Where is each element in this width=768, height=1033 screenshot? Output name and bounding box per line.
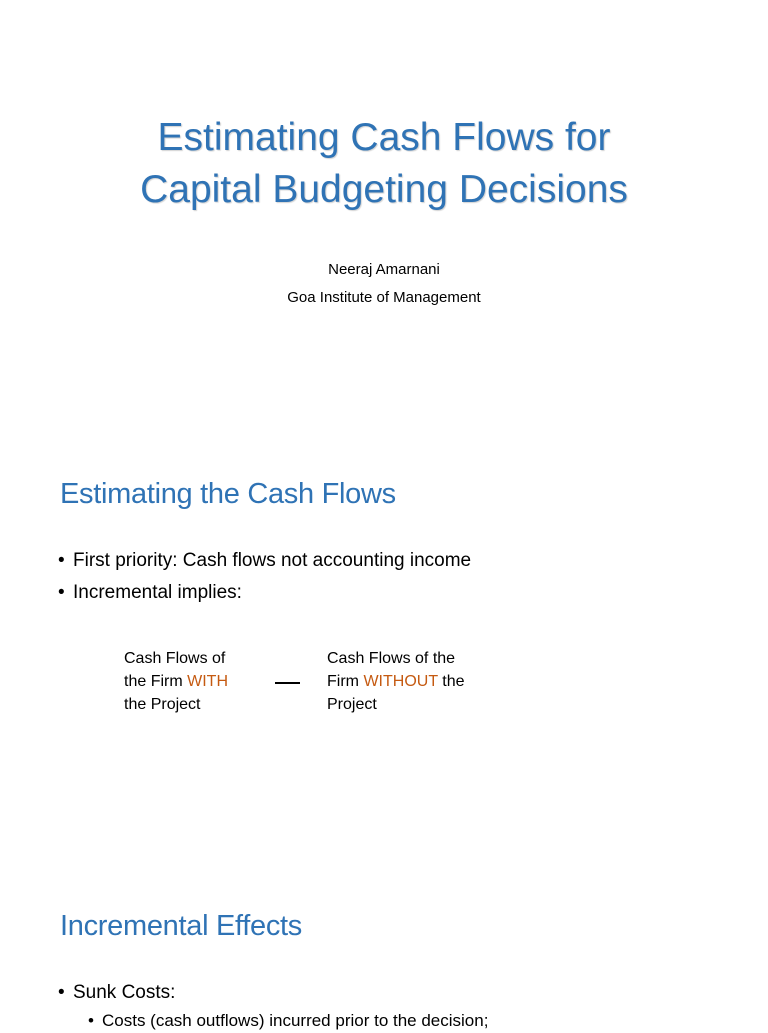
without-box-line-2-suffix: the (437, 673, 465, 690)
bullet-icon: • (58, 582, 65, 603)
with-emphasis: WITH (187, 673, 228, 690)
bullet-text: Incremental implies: (73, 582, 242, 603)
author-name: Neeraj Amarnani (328, 261, 440, 278)
incremental-effects-slide (0, 880, 768, 1030)
cash-flows-slide (0, 430, 768, 880)
sub-bullet-text: Costs (cash outflows) incurred prior to the decision; (102, 1011, 489, 1030)
presentation-title (0, 112, 768, 216)
bullet-text: Sunk Costs: (73, 982, 176, 1003)
without-emphasis: WITHOUT (363, 673, 438, 690)
with-box-line-2-prefix: the Firm (124, 673, 188, 690)
slide-heading: Estimating the Cash Flows (60, 478, 396, 510)
slide-heading: Incremental Effects (60, 910, 302, 942)
bullet-list (58, 980, 175, 1012)
list-item (58, 980, 175, 1012)
list-item (88, 1009, 488, 1033)
title-line-2: Capital Budgeting Decisions (140, 168, 628, 211)
title-slide (0, 0, 768, 430)
institution-name: Goa Institute of Management (287, 289, 481, 306)
list-item (58, 580, 471, 612)
without-box-line-2-prefix: Firm (327, 673, 364, 690)
with-box-line-1: Cash Flows of (124, 650, 226, 667)
title-line-1: Estimating Cash Flows for (157, 116, 611, 159)
with-project-box (124, 647, 254, 716)
without-project-box (327, 647, 487, 716)
list-item (58, 548, 471, 580)
without-box-line-1: Cash Flows of the (327, 650, 456, 667)
author-block (0, 256, 768, 312)
without-box-line-3: Project (327, 696, 377, 713)
minus-operator (275, 682, 300, 684)
with-box-line-3: the Project (124, 696, 201, 713)
sub-bullet-list (88, 1009, 488, 1033)
bullet-icon: • (58, 550, 65, 571)
with-box-line-2 (124, 670, 254, 693)
bullet-icon: • (88, 1011, 94, 1030)
bullet-icon: • (58, 982, 65, 1003)
without-box-line-2 (327, 670, 487, 693)
bullet-text: First priority: Cash flows not accounting income (73, 550, 472, 571)
bullet-list (58, 548, 471, 612)
